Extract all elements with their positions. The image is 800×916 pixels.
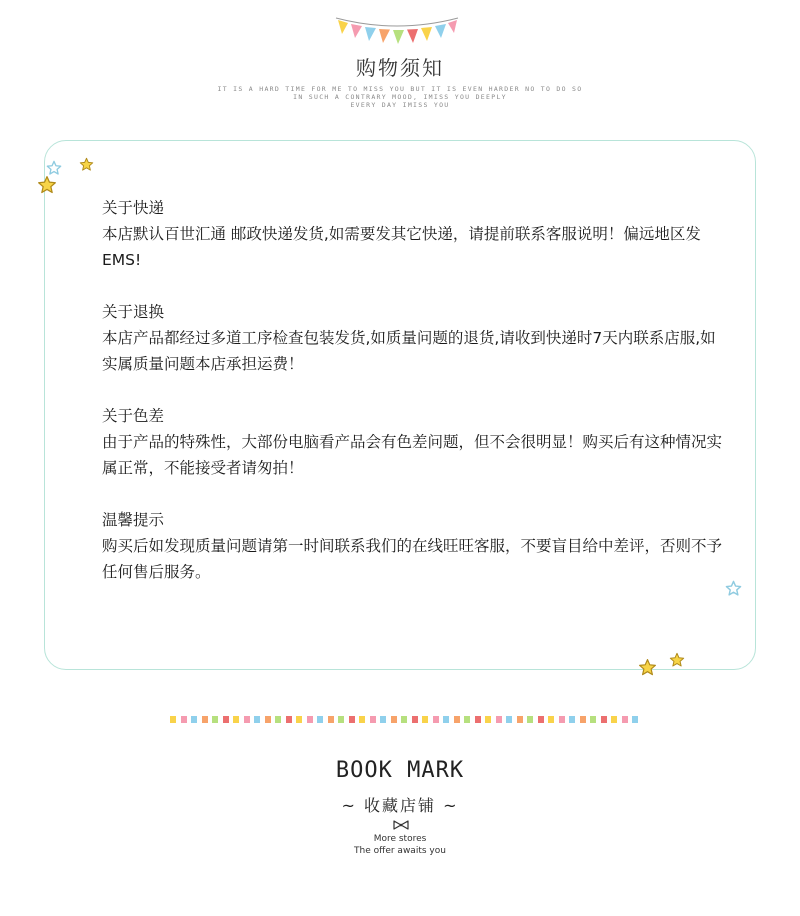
bunting-dash-icon (212, 716, 218, 723)
bunting-dash-icon (485, 716, 491, 723)
notice-section-tips (102, 507, 722, 585)
bunting-dash-icon (538, 716, 544, 723)
bunting-dash-icon (475, 716, 481, 723)
bunting-dash-icon (181, 716, 187, 723)
star-icon (638, 658, 657, 677)
star-icon (46, 160, 62, 176)
bunting-dash-icon (412, 716, 418, 723)
section-title: 关于色差 (102, 407, 165, 425)
bunting-dash-icon (401, 716, 407, 723)
bunting-dash-icon (359, 716, 365, 723)
bunting-dash-icon (632, 716, 638, 723)
bunting-dash-icon (170, 716, 176, 723)
bunting-dash-icon (433, 716, 439, 723)
bunting-dash-icon (233, 716, 239, 723)
section-title: 温馨提示 (102, 511, 165, 529)
bunting-dash-icon (370, 716, 376, 723)
offer-awaits-text: The offer awaits you (354, 846, 446, 856)
bunting-dash-icon (443, 716, 449, 723)
bunting-dash-icon (338, 716, 344, 723)
bunting-dash-icon (328, 716, 334, 723)
section-title: 关于退换 (102, 303, 165, 321)
bunting-dash-icon (317, 716, 323, 723)
bunting-dashes (170, 716, 650, 725)
bunting-dash-icon (548, 716, 554, 723)
bunting-dash-icon (275, 716, 281, 723)
bunting-dash-icon (265, 716, 271, 723)
bunting-dash-icon (349, 716, 355, 723)
bunting-dash-icon (569, 716, 575, 723)
bunting-dash-icon (296, 716, 302, 723)
bookmark-store-link[interactable]: ~ 收藏店铺 ~ (341, 796, 459, 815)
bookmark-title[interactable]: BOOK MARK (335, 758, 465, 783)
star-icon (725, 580, 742, 597)
bunting-dash-icon (202, 716, 208, 723)
bunting-dash-icon (517, 716, 523, 723)
bunting-dash-icon (580, 716, 586, 723)
star-icon (79, 157, 94, 172)
bunting-dash-icon (307, 716, 313, 723)
bunting-dash-icon (254, 716, 260, 723)
bunting-dash-icon (191, 716, 197, 723)
bunting-dash-icon (527, 716, 533, 723)
section-title: 关于快递 (102, 199, 165, 217)
star-icon (669, 652, 685, 668)
section-body: 本店产品都经过多道工序检查包装发货,如质量问题的退货,请收到快递时7天内联系店服,如实属质量问题本店承担运费！ (102, 329, 716, 373)
section-body: 本店默认百世汇通 邮政快递发货,如需要发其它快递，请提前联系客服说明！偏远地区发EMS! (102, 225, 701, 269)
bow-icon (392, 820, 410, 830)
header-subtitle-line-3: EVERY DAY IMISS YOU (350, 101, 450, 109)
header-subtitle-line-1: IT IS A HARD TIME FOR ME TO MISS YOU BUT IT IS EVEN HARDER NO TO DO SO (217, 85, 583, 93)
section-body: 由于产品的特殊性，大部份电脑看产品会有色差问题，但不会很明显！购买后有这种情况实属正常，不能接受者请匆拍！ (102, 433, 723, 477)
bunting-dash-icon (391, 716, 397, 723)
bunting-dash-icon (380, 716, 386, 723)
bunting-flags-icon (334, 14, 460, 48)
star-icon (37, 175, 57, 195)
bunting-dash-icon (559, 716, 565, 723)
page-title: 购物须知 (356, 56, 444, 80)
bunting-dash-icon (601, 716, 607, 723)
bunting-dash-icon (454, 716, 460, 723)
section-body: 购买后如发现质量问题请第一时间联系我们的在线旺旺客服，不要盲目给中差评，否则不予任何售后服务。 (102, 537, 723, 581)
more-stores-text: More stores (373, 834, 427, 844)
bunting-dash-icon (496, 716, 502, 723)
notice-section-returns (102, 299, 722, 377)
notice-section-color-difference (102, 403, 722, 481)
bunting-dash-icon (464, 716, 470, 723)
bunting-dash-icon (422, 716, 428, 723)
bunting-dash-icon (622, 716, 628, 723)
notice-section-shipping (102, 195, 722, 273)
bunting-dash-icon (244, 716, 250, 723)
notice-content (102, 195, 722, 611)
bunting-dash-icon (590, 716, 596, 723)
bunting-dash-icon (611, 716, 617, 723)
header-subtitle-line-2: IN SUCH A CONTRARY MOOD, IMISS YOU DEEPLY (293, 93, 507, 101)
bunting-dash-icon (223, 716, 229, 723)
bunting-dash-icon (506, 716, 512, 723)
bunting-dash-icon (286, 716, 292, 723)
